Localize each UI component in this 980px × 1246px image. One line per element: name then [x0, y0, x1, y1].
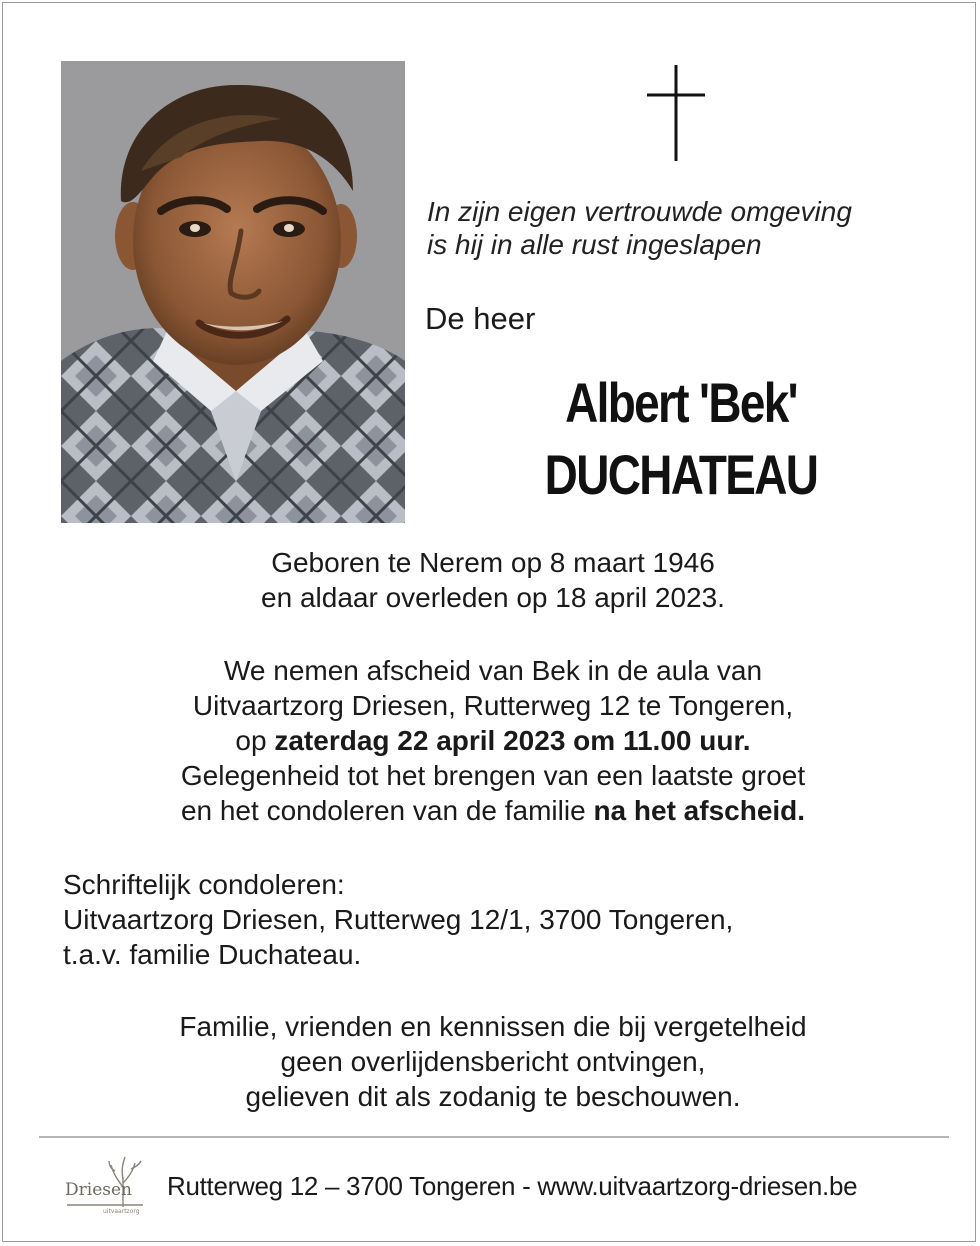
salutation: De heer	[425, 301, 536, 336]
logo-subtext: uitvaartzorg	[103, 1208, 140, 1215]
logo-text: Driesen	[65, 1180, 132, 1200]
death-line: en aldaar overleden op 18 april 2023.	[261, 582, 725, 613]
condolence-time-prefix: en het condoleren van de familie	[180, 795, 594, 826]
quote-line: is hij in alle rust ingeslapen	[427, 229, 762, 260]
condolence-time: na het afscheid.	[593, 795, 806, 826]
family-note-line: gelieven dit als zodanig te beschouwen.	[245, 1081, 741, 1112]
footer-divider	[39, 1136, 949, 1138]
driesen-logo	[63, 1155, 147, 1215]
farewell-date-prefix: op	[235, 725, 275, 756]
obituary-card	[2, 2, 976, 1242]
farewell-date-line	[3, 723, 980, 758]
birth-line: Geboren te Nerem op 8 maart 1946	[271, 547, 715, 578]
birth-death-info	[3, 545, 980, 615]
portrait-photo	[61, 61, 405, 523]
farewell-line: Gelegenheid tot het brengen van een laatste groet	[180, 760, 806, 791]
condolence-attention: t.a.v. familie Duchateau.	[63, 939, 362, 970]
condolence-heading: Schriftelijk condoleren:	[63, 869, 345, 900]
cross-icon	[647, 65, 705, 161]
first-name: Albert 'Bek'	[565, 371, 797, 434]
farewell-date: zaterdag 22 april 2023 om 11.00 uur.	[274, 725, 751, 756]
written-condolence	[63, 867, 943, 972]
memorial-quote	[427, 195, 947, 261]
portrait-illustration	[61, 61, 405, 523]
family-note-line: geen overlijdensbericht ontvingen,	[280, 1046, 706, 1077]
footer-address: Rutterweg 12 – 3700 Tongeren - www.uitvaartzorg-driesen.be	[167, 1171, 858, 1201]
farewell-line: Uitvaartzorg Driesen, Rutterweg 12 te Tongeren,	[192, 690, 794, 721]
deceased-name	[468, 367, 894, 511]
quote-line: In zijn eigen vertrouwde omgeving	[427, 196, 852, 227]
last-name: DUCHATEAU	[544, 443, 818, 506]
condolence-time-line	[3, 793, 980, 828]
condolence-address: Uitvaartzorg Driesen, Rutterweg 12/1, 3700 Tongeren,	[63, 904, 734, 935]
family-note	[3, 1009, 980, 1114]
family-note-line: Familie, vrienden en kennissen die bij vergetelheid	[179, 1011, 807, 1042]
farewell-line: We nemen afscheid van Bek in de aula van	[223, 655, 763, 686]
farewell-info	[3, 653, 980, 828]
